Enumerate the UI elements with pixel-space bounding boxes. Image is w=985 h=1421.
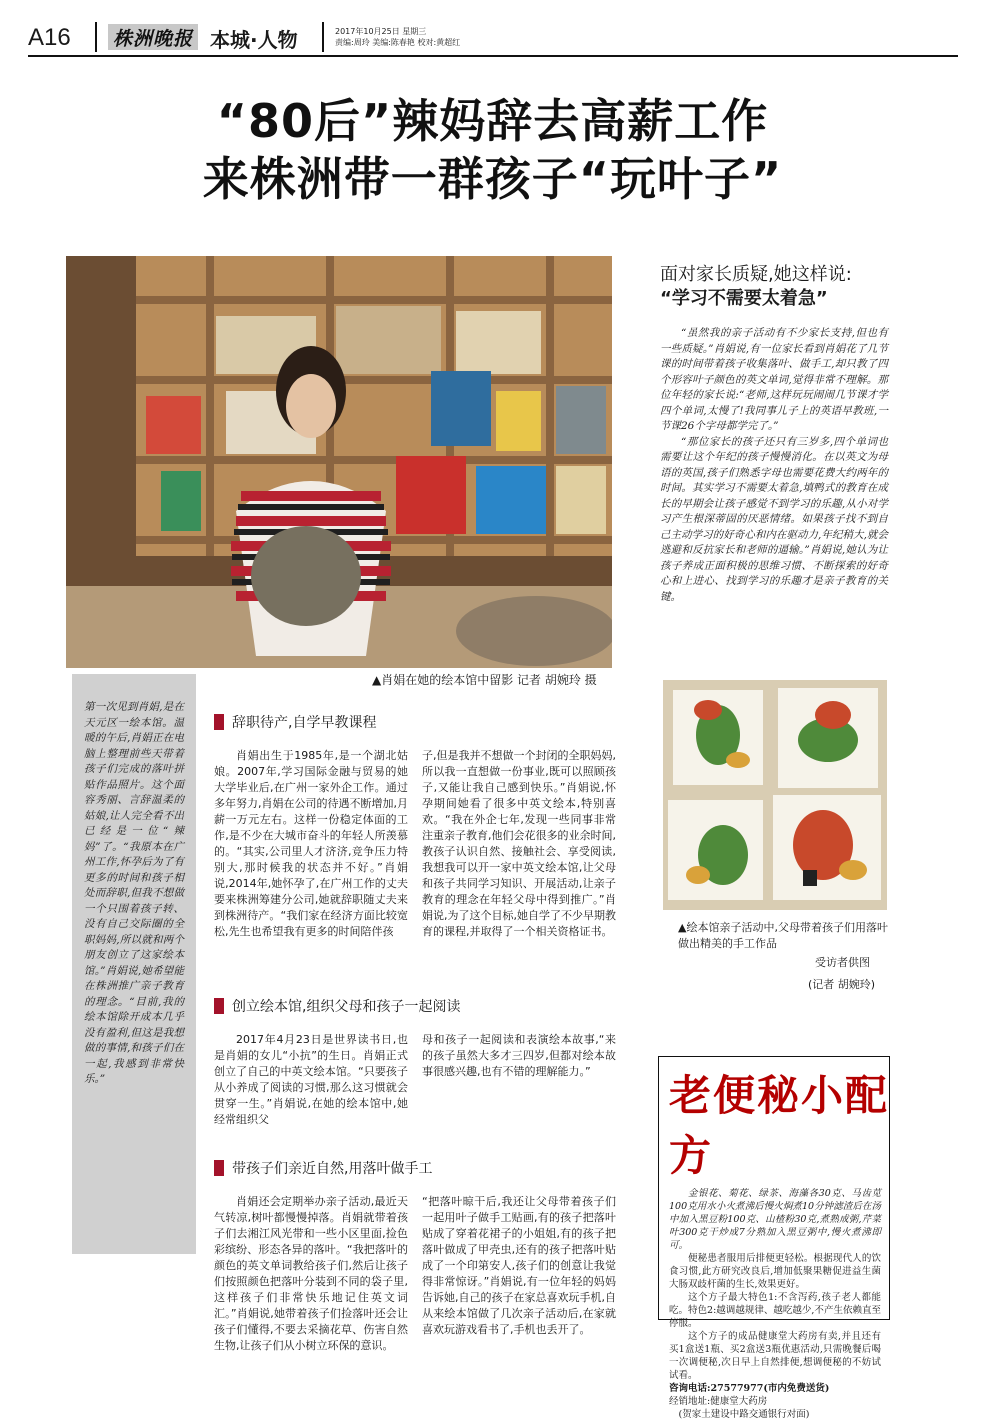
ad-address: 经销地址:健康堂大药房	[669, 1396, 768, 1407]
headline-line-1: “80后”辣妈辞去高薪工作	[216, 94, 769, 148]
ad-title: 老便秘小配方	[669, 1071, 890, 1180]
section-name: 本城·人物	[210, 28, 298, 52]
side-paragraph: “虽然我的亲子活动有不少家长支持,但也有一些质疑。”肖娟说,有一位家长看到肖娟花了几节课的时间带着孩子收集落叶、做手工,却只教了四个形容叶子颜色的英文单词,觉得非常不理解。那位年轻的家长说:“老师,这样玩玩闹闹几节课才学四个单词,太慢了!我同事儿子上的英语早教班,一节课26个字母都学完了。”	[660, 327, 888, 432]
section-text: 肖娟出生于1985年,是一个湖北姑娘。2007年,学习国际金融与贸易的她大学毕业后,在广州一家外企工作。通过多年努力,肖娟在公司的待遇不断增加,月薪一万元左右。这样一份稳定体面的工作,是不少在大城市奋斗的年轻人所羡慕的。“其实,公司里人才济济,竞争压力特别大,那时候我的状态并不好。”肖娟说,2014年,她怀孕了,在广州工作的丈夫要来株洲筹建分公司,她就辞职随丈夫来到株洲待产。“我们家在经济方面比较宽松,先生也希望我有更多的时间陪伴孩	[214, 749, 408, 938]
section-marker	[214, 1160, 224, 1176]
section-heading	[214, 1158, 432, 1178]
section-marker	[214, 998, 224, 1014]
section-1-col-2	[422, 748, 616, 940]
photo-caption: ▲肖娟在她的绘本馆中留影 记者 胡婉玲 摄	[372, 673, 597, 687]
advertisement	[658, 1056, 890, 1420]
ad-text	[669, 1187, 881, 1421]
header-meta	[335, 26, 460, 48]
leaf-craft-illustration	[663, 680, 887, 910]
leaf-craft-photo	[663, 680, 887, 910]
side-subtitle: 面对家长质疑,她这样说:	[660, 264, 852, 285]
section-marker	[214, 714, 224, 730]
side-paragraph: “那位家长的孩子还只有三岁多,四个单词也需要让这个年纪的孩子慢慢消化。在以英文为母语的英国,孩子们熟悉字母也需要花费大约两年的时间。其实学习不需要太着急,填鸭式的教育在成长的早期会让孩子感觉不到学习的乐趣,从小对学习产生根深蒂固的厌恶情绪。如果孩子找不到自己主动学习的好奇心和内在驱动力,年纪稍大,就会逃避和反抗家长和老师的逼输。”肖娟说,她认为让孩子养成正面积极的思维习惯、不断探索的好奇心和上进心、找到学习的乐趣才是亲子教育的关键。	[660, 435, 888, 603]
section-2-col-1	[214, 1032, 408, 1128]
section-text: 2017年4月23日是世界读书日,也是肖娟的女儿“小抗”的生日。肖娟正式创立了自己的中英文绘本馆。“只要孩子从小养成了阅读的习惯,那么这习惯就会贯穿一生。”肖娟说,在她的绘本馆中,她经常组织父	[214, 1033, 408, 1126]
section-heading	[214, 712, 376, 732]
section-text: “把落叶晾干后,我还让父母带着孩子们一起用叶子做手工贴画,有的孩子把落叶贴成了穿着花裙子的小姐姐,有的孩子把落叶做成了甲壳虫,还有的孩子把落叶贴成了一个印第安人,孩子们的创意让我觉得非常惊讶。”肖娟说,有一位年轻的妈妈告诉她,自己的孩子在家总喜欢玩手机,自从来绘本馆做了几次亲子活动后,在家就喜欢玩游戏看书了,手机也丢开了。	[422, 1195, 616, 1336]
leaf-photo-caption: ▲绘本馆亲子活动中,父母带着孩子们用落叶做出精美的手工作品	[678, 921, 888, 950]
ad-paragraph: 便秘患者服用后排便更轻松。根据现代人的饮食习惯,此方研究改良后,增加低聚果糖促进益生菌大肠双歧杆菌的生长,效果更好。	[669, 1253, 881, 1290]
section-3-col-2	[422, 1194, 616, 1338]
header-divider	[95, 22, 97, 52]
photo-credit: 受访者供图	[815, 956, 870, 969]
section-heading	[214, 996, 460, 1016]
reporter-credit: (记者 胡婉玲)	[808, 978, 876, 991]
headline-line-2: 来株洲带一群孩子“玩叶子”	[202, 152, 783, 206]
bookshelf-photo-illustration	[66, 256, 612, 668]
section-text: 子,但是我并不想做一个封闭的全职妈妈,所以我一直想做一份事业,既可以照顾孩子,又能让我自己感到快乐。”肖娟说,怀孕期间她看了很多中英文绘本,特别喜欢。“我在外企七年,发现一些同事非常注重亲子教育,他们会花很多的业余时间,教孩子认识自然、接触社会、享受阅读,我想我可以开一家中英文绘本馆,让父母和孩子共同学习知识、开展活动,让亲子教育的理念在年轻父母中得到推广。”肖娟说,为了这个目标,她自学了不少早期教育的课程,并取得了一个相关资格证书。	[422, 749, 616, 938]
ad-paragraph: 这个方子最大特色1:不含泻药,孩子老人都能吃。特色2:越调越规律、越吃越少,不产生依赖直至停服。	[669, 1292, 881, 1329]
section-text: 肖娟还会定期举办亲子活动,最近天气转凉,树叶都慢慢掉落。肖娟就带着孩子们去湘江风光带和一些小区里面,捡色彩缤纷、形态各异的落叶。“我把落叶的颜色的英文单词教给孩子们,然后让孩子们按照颜色把落叶分装到不同的袋子里,这样孩子们非常快乐地记住英文词汇。”肖娟说,她带着孩子们捡落叶还会让孩子们懂得,不要去采摘花草、伤害自然生物,让孩子们从小树立环保的意识。	[214, 1195, 408, 1352]
main-photo	[66, 256, 612, 668]
section-text: 母和孩子一起阅读和表演绘本故事,“来的孩子虽然大多才三四岁,但都对绘本故事很感兴趣,也有不错的理解能力。”	[422, 1033, 616, 1078]
ad-phone: 咨询电话:27577977(市内免费送货)	[669, 1383, 830, 1394]
section-title: 带孩子们亲近自然,用落叶做手工	[232, 1161, 433, 1177]
page-number: A16	[28, 24, 71, 51]
section-title: 辞职待产,自学早教课程	[232, 715, 377, 731]
side-title: “学习不需要太着急”	[660, 288, 828, 309]
intro-text: 第一次见到肖娟,是在天元区一绘本馆。温暖的午后,肖娟正在电脑上整理前些天带着孩子们完成的落叶拼贴作品照片。这个面容秀丽、言辞温柔的姑娘,让人完全看不出已经是一位“辣妈”了。“我原本在广州工作,怀孕后为了有更多的时间和孩子相处而辞职,但我不想做一个只围着孩子转、没有自己交际圈的全职妈妈,所以就和两个朋友创立了这家绘本馆。”肖娟说,她希望能在株洲推广亲子教育的理念。“目前,我的绘本馆除开成本几乎没有盈利,但这是我想做的事情,和孩子们在一起,我感到非常快乐。”	[84, 701, 184, 1085]
header-rule	[28, 55, 958, 57]
section-3-col-1	[214, 1194, 408, 1354]
section-1-col-1	[214, 748, 408, 940]
ad-paragraph: 金银花、菊花、绿茶、海藻各30克、马齿苋100克用水小火煮沸后慢火焖煮10分钟滤渣后在汤中加入黑豆粉100克、山楂粉30克,煮熟成粥,芹菜叶300克干炒成7分熟加入黑豆粥中,慢火煮沸即可。	[669, 1188, 881, 1251]
ad-address-detail: (贺家土建设中路交通银行对面)	[678, 1409, 810, 1420]
side-body	[660, 326, 888, 605]
issue-date: 2017年10月25日 星期三	[335, 27, 427, 36]
newspaper-logo: 株洲晚报	[108, 24, 198, 50]
editor-credits: 责编:周玲 美编:陈春艳 校对:黄超红	[335, 38, 461, 47]
section-2-col-2	[422, 1032, 616, 1080]
section-title: 创立绘本馆,组织父母和孩子一起阅读	[232, 999, 461, 1015]
ad-paragraph: 这个方子的成品健康堂大药房有卖,并且还有买1盒送1瓶、买2盒送3瓶优惠活动,只需晚餐后喝一次调便秘,次日早上自然排便,想调便秘的不妨试试看。	[669, 1331, 881, 1381]
header-divider	[322, 22, 324, 52]
